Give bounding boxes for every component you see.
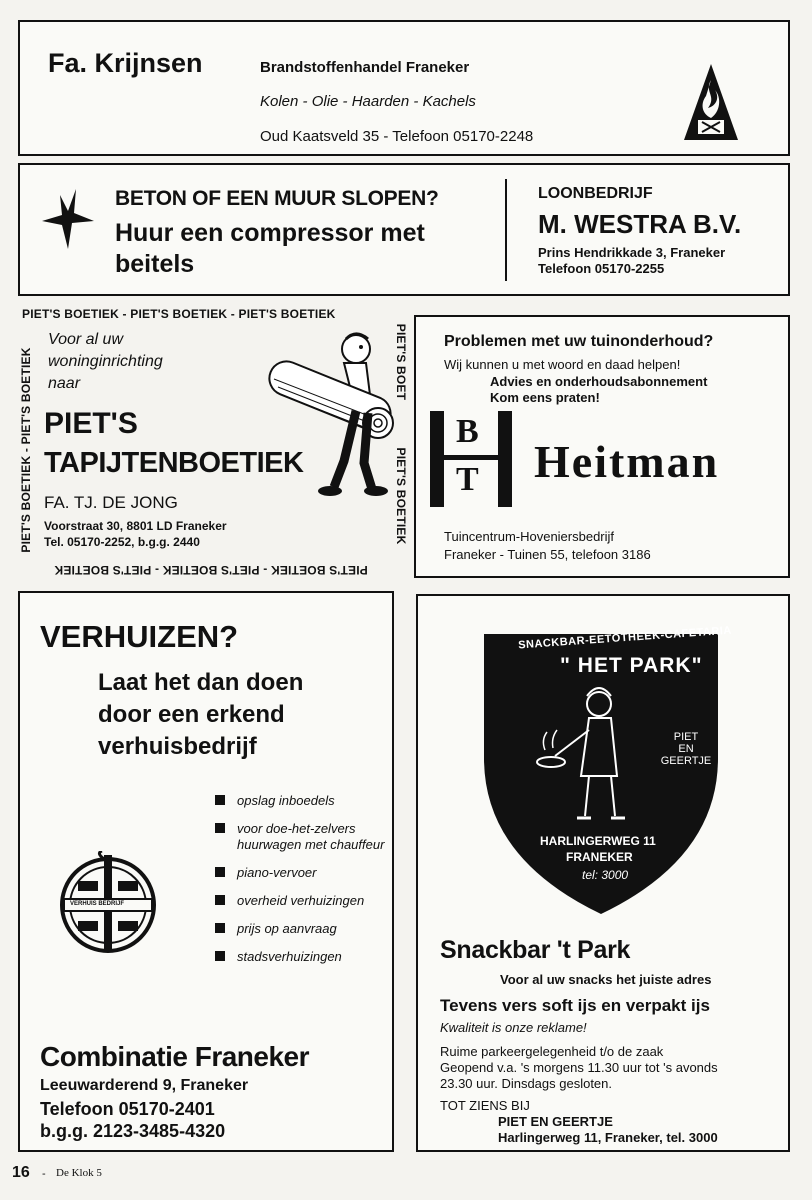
westra-name: M. WESTRA B.V.	[538, 209, 742, 239]
star-icon	[40, 187, 96, 251]
krijnsen-address: Oud Kaatsveld 35 - Telefoon 05170-2248	[260, 128, 534, 145]
shield-owner-2: EN	[678, 743, 694, 755]
piets-name-1: PIET'S	[44, 407, 138, 440]
shield-top-text: SNACKBAR-EETOTHEEK-CAFETARIA	[517, 624, 733, 652]
heitman-line-1: Wij kunnen u met woord en daad helpen!	[444, 357, 681, 372]
piets-ad	[14, 303, 408, 578]
shield-city: FRANEKER	[566, 850, 633, 864]
shield-name: " HET PARK"	[560, 654, 703, 677]
man-carrying-carpet-icon	[264, 331, 396, 499]
shield-owner-3: GEERTJE	[660, 755, 712, 767]
krijnsen-name: Fa. Krijnsen	[48, 48, 203, 78]
snackbar-slogan: Voor al uw snacks het juiste adres	[500, 972, 712, 987]
snackbar-title: Snackbar 't Park	[440, 936, 631, 964]
piets-border-top: PIET'S BOETIEK - PIET'S BOETIEK - PIET'S BOETIEK	[22, 307, 336, 321]
piets-phone: Tel. 05170-2252, b.g.g. 2440	[44, 535, 200, 549]
bullet-square-icon	[215, 823, 225, 833]
service-item: overheid verhuizingen	[215, 893, 387, 909]
verhuis-emblem	[56, 851, 160, 955]
heitman-ad	[414, 315, 790, 578]
verhuizen-address: Leeuwarderend 9, Franeker	[40, 1077, 249, 1094]
services-list	[215, 793, 387, 977]
bullet-square-icon	[215, 895, 225, 905]
shield-owner-1: PIET	[673, 731, 699, 743]
bullet-square-icon	[215, 951, 225, 961]
bullet-square-icon	[215, 795, 225, 805]
westra-headline-1: BETON OF EEN MUUR SLOPEN?	[115, 187, 439, 210]
verhuizen-sub-1: Laat het dan doen	[98, 669, 304, 696]
heitman-question: Problemen met uw tuinonderhoud?	[444, 333, 714, 350]
snackbar-owners: PIET EN GEERTJE	[498, 1114, 613, 1129]
footer-dash: -	[42, 1168, 46, 1180]
bullet-square-icon	[215, 923, 225, 933]
snackbar-info-3: 23.30 uur. Dinsdags gesloten.	[440, 1076, 613, 1091]
piets-owner: FA. TJ. DE JONG	[44, 493, 178, 512]
piets-border-right-2: PIET'S BOETIEK	[394, 447, 408, 545]
service-item: voor doe-het-zelvers huurwagen met chauffeur	[215, 821, 387, 853]
westra-address: Prins Hendrikkade 3, Franeker	[538, 245, 726, 260]
heitman-line-2: Advies en onderhoudsabonnement	[490, 374, 708, 389]
verhuizen-sub-2: door een erkend	[98, 701, 285, 728]
westra-label: LOONBEDRIJF	[538, 185, 653, 202]
piets-intro-2: woninginrichting	[48, 353, 163, 370]
heitman-logo-bar-left	[430, 411, 444, 507]
snackbar-greeting: TOT ZIENS BIJ	[440, 1098, 530, 1113]
piets-intro-1: Voor al uw	[48, 331, 123, 348]
service-item: stadsverhuizingen	[215, 949, 387, 965]
krijnsen-products: Kolen - Olie - Haarden - Kachels	[260, 93, 476, 110]
shield-owners	[656, 731, 716, 767]
verhuizen-phone: Telefoon 05170-2401	[40, 1099, 215, 1119]
shield-tel: tel: 3000	[582, 868, 629, 882]
service-item: prijs op aanvraag	[215, 921, 387, 937]
westra-headline-3: beitels	[115, 250, 195, 278]
snackbar-info-1: Ruime parkeergelegenheid t/o de zaak	[440, 1044, 664, 1059]
piets-border-bottom: PIET'S BOETIEK - PIET'S BOETIEK - PIET'S BOETIEK	[54, 563, 368, 577]
piets-border-right-1: PIET'S BOET	[394, 323, 408, 401]
heitman-logo-b: B	[456, 413, 479, 450]
shield-address: HARLINGERWEG 11	[540, 834, 656, 848]
heitman-logo-crossbar	[444, 455, 498, 460]
krijnsen-tagline: Brandstoffenhandel Franeker	[260, 59, 470, 76]
westra-divider	[505, 179, 507, 281]
verhuizen-ad	[18, 591, 394, 1152]
westra-headline-2: Huur een compressor met	[115, 219, 425, 247]
snackbar-address: Harlingerweg 11, Franeker, tel. 3000	[498, 1130, 718, 1145]
service-item: opslag inboedels	[215, 793, 387, 809]
verhuizen-company: Combinatie Franeker	[40, 1041, 310, 1072]
westra-ad	[18, 163, 790, 296]
verhuis-emblem-text: VERHUIS BEDRIJF	[70, 901, 125, 907]
verhuizen-sub-3: verhuisbedrijf	[98, 733, 257, 760]
piets-border-left: PIET'S BOETIEK - PIET'S BOETIEK	[19, 347, 33, 553]
heitman-type: Tuincentrum-Hoveniersbedrijf	[444, 529, 615, 544]
westra-phone: Telefoon 05170-2255	[538, 261, 665, 276]
publication-title: De Klok 5	[56, 1167, 102, 1179]
page-number: 16	[12, 1164, 30, 1181]
piets-name-2: TAPIJTENBOETIEK	[44, 447, 304, 479]
krijnsen-ad	[18, 20, 790, 156]
heitman-logo	[430, 411, 512, 507]
snackbar-offer: Tevens vers soft ijs en verpakt ijs	[440, 996, 710, 1015]
cook-with-pan-icon	[533, 686, 643, 826]
verhuizen-alt-phone: b.g.g. 2123-3485-4320	[40, 1121, 226, 1141]
snackbar-quality: Kwaliteit is onze reklame!	[440, 1020, 587, 1035]
verhuizen-headline: VERHUIZEN?	[40, 619, 239, 654]
heitman-name: Heitman	[534, 436, 720, 487]
heitman-line-3: Kom eens praten!	[490, 390, 600, 405]
piets-intro-3: naar	[48, 375, 81, 392]
heitman-logo-bar-right	[498, 411, 512, 507]
heitman-logo-t: T	[456, 461, 479, 498]
snackbar-info-2: Geopend v.a. 's morgens 11.30 uur tot 's avonds	[440, 1060, 718, 1075]
bullet-square-icon	[215, 867, 225, 877]
fire-emblem-icon	[682, 62, 740, 142]
piets-address: Voorstraat 30, 8801 LD Franeker	[44, 519, 227, 533]
service-item: piano-vervoer	[215, 865, 387, 881]
snackbar-ad	[416, 594, 790, 1152]
heitman-address: Franeker - Tuinen 55, telefoon 3186	[444, 547, 651, 562]
